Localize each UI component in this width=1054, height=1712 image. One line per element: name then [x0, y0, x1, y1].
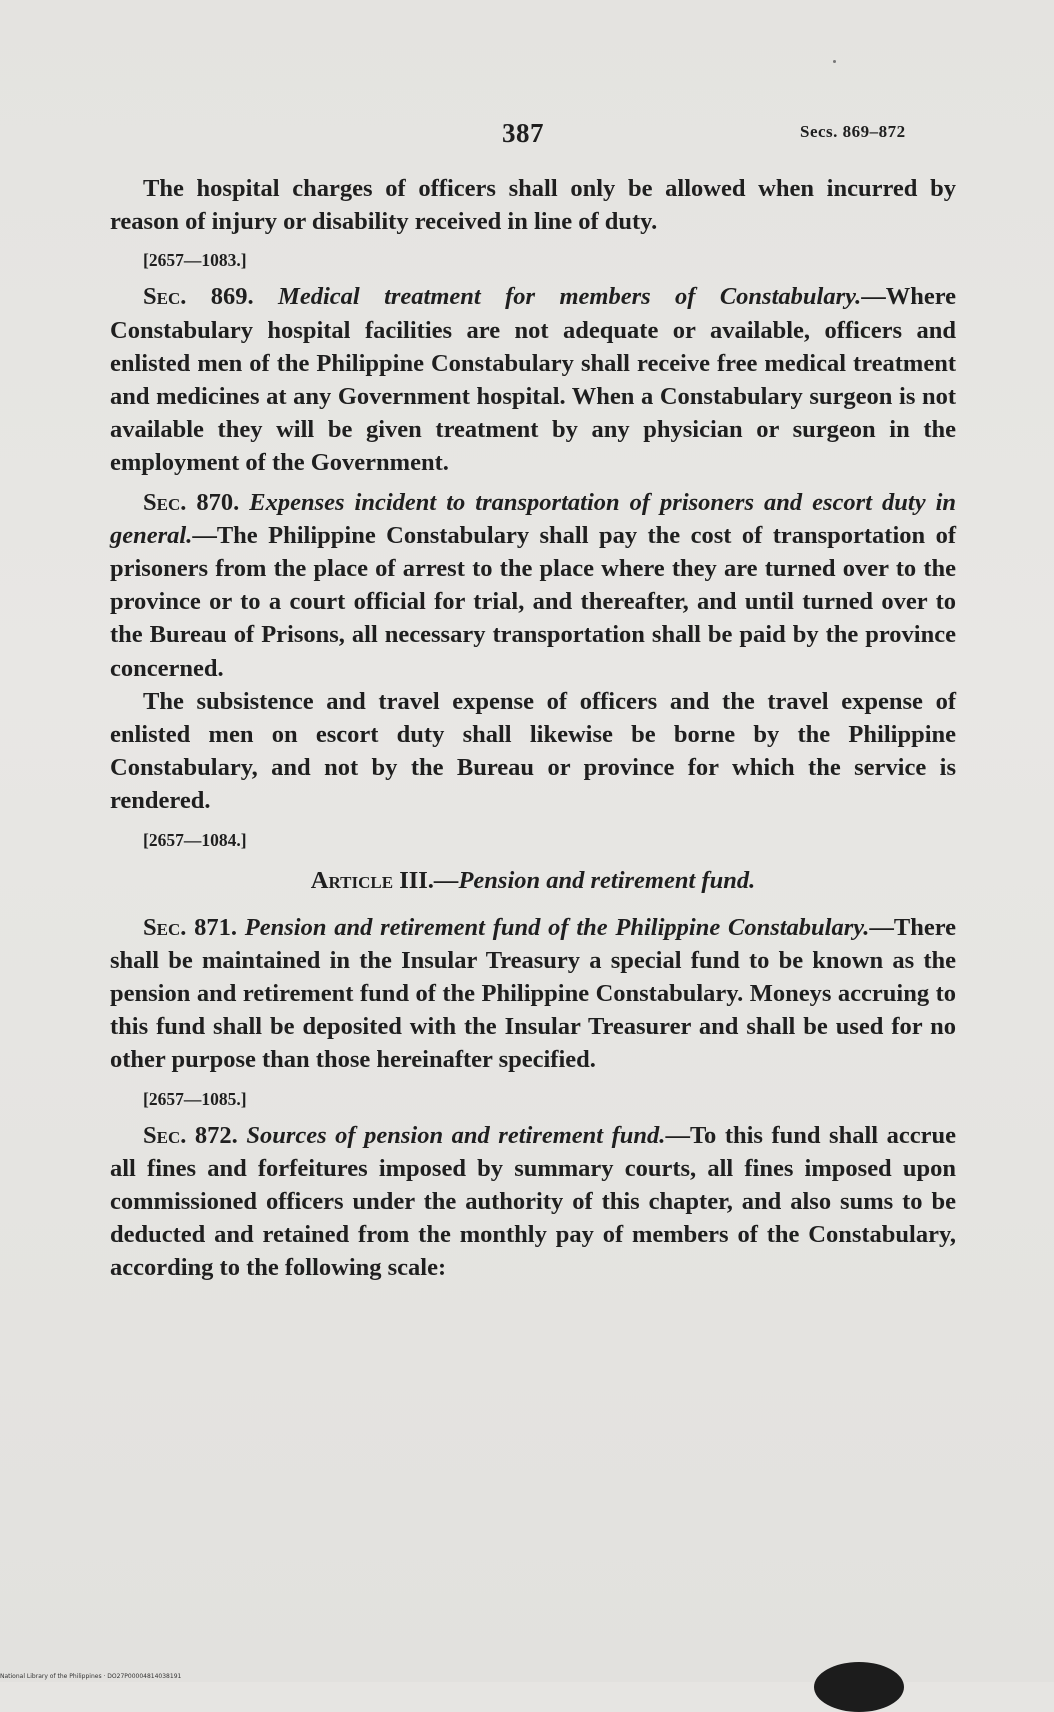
section-869: [110, 280, 956, 479]
article-title: —Pension and retirement fund.: [433, 866, 756, 894]
section-label: Sec. 870.: [143, 488, 240, 516]
paragraph-text: The hospital charges of officers shall only be allowed when incurred by reason of injury or disability received in line of duty.: [110, 175, 956, 236]
scan-edge-shadow: [814, 1662, 904, 1712]
section-body: —There shall be maintained in the Insular Treasury a special fund to be known as the pension and retirement fund of the Philippine Constabulary. Moneys accruing to this fund shall be deposited with the Insular Treasurer and shall be used for no other purpose than those hereinafter specified.: [110, 913, 957, 1074]
section-title: Expenses incident to transportation of prisoners and escort duty in general.: [110, 488, 957, 549]
section-body: —The Philippine Constabulary shall pay the cost of transportation of prisoners from the place of arrest to the place where they are turned over to the province or to a court official for trial, and thereafter, and until turned over to the Bureau of Prisons, all necessary transportation shall be paid by the province concerned.: [110, 521, 956, 682]
citation-1085: [2657—1085.]: [143, 1088, 247, 1109]
section-title: Sources of pension and retirement fund.: [246, 1121, 666, 1149]
paragraph-text: The subsistence and travel expense of officers and the travel expense of enlisted men on escort duty shall likewise be borne by the Philippine Constabulary, and not by the Bureau or province for which the service is rendered.: [110, 687, 956, 815]
section-label: Sec. 872.: [143, 1121, 238, 1149]
section-870: [110, 486, 956, 685]
section-title: Pension and retirement fund of the Philippine Constabulary.: [244, 913, 870, 941]
scan-speck: [833, 60, 836, 63]
section-870-paragraph-2: [110, 685, 956, 818]
section-title: Medical treatment for members of Constabulary.: [278, 283, 862, 311]
citation-1083: [2657—1083.]: [143, 250, 247, 271]
article-label: Article III.: [310, 866, 434, 894]
section-body: —To this fund shall accrue all fines and forfeitures imposed by summary courts, all fines imposed upon commissioned officers under the authority of this chapter, and also sums to be deducted and retained from the monthly pay of members of the Constabulary, according to the following scale:: [110, 1121, 956, 1282]
citation-1084: [2657—1084.]: [143, 829, 247, 850]
running-head: Secs. 869–872: [800, 122, 906, 141]
scan-footer-tag: National Library of the Philippines · DO27P00004814038191: [0, 1673, 182, 1680]
paragraph-hospital-charges: [110, 172, 956, 238]
section-872: [110, 1119, 956, 1285]
section-871: [110, 911, 956, 1077]
page-body: [110, 172, 956, 1285]
page-number: 387: [502, 118, 544, 148]
section-label: Sec. 869.: [143, 283, 254, 311]
article-heading: [110, 864, 956, 897]
section-body: —Where Constabulary hospital facilities are not adequate or available, officers and enlisted men of the Philippine Constabulary shall receive free medical treatment and medicines at any Government hospital. When a Constabulary surgeon is not available they will be given treatment by any physician or surgeon in the employment of the Government.: [110, 283, 957, 477]
section-label: Sec. 871.: [143, 913, 238, 941]
page-header: [0, 118, 1054, 158]
